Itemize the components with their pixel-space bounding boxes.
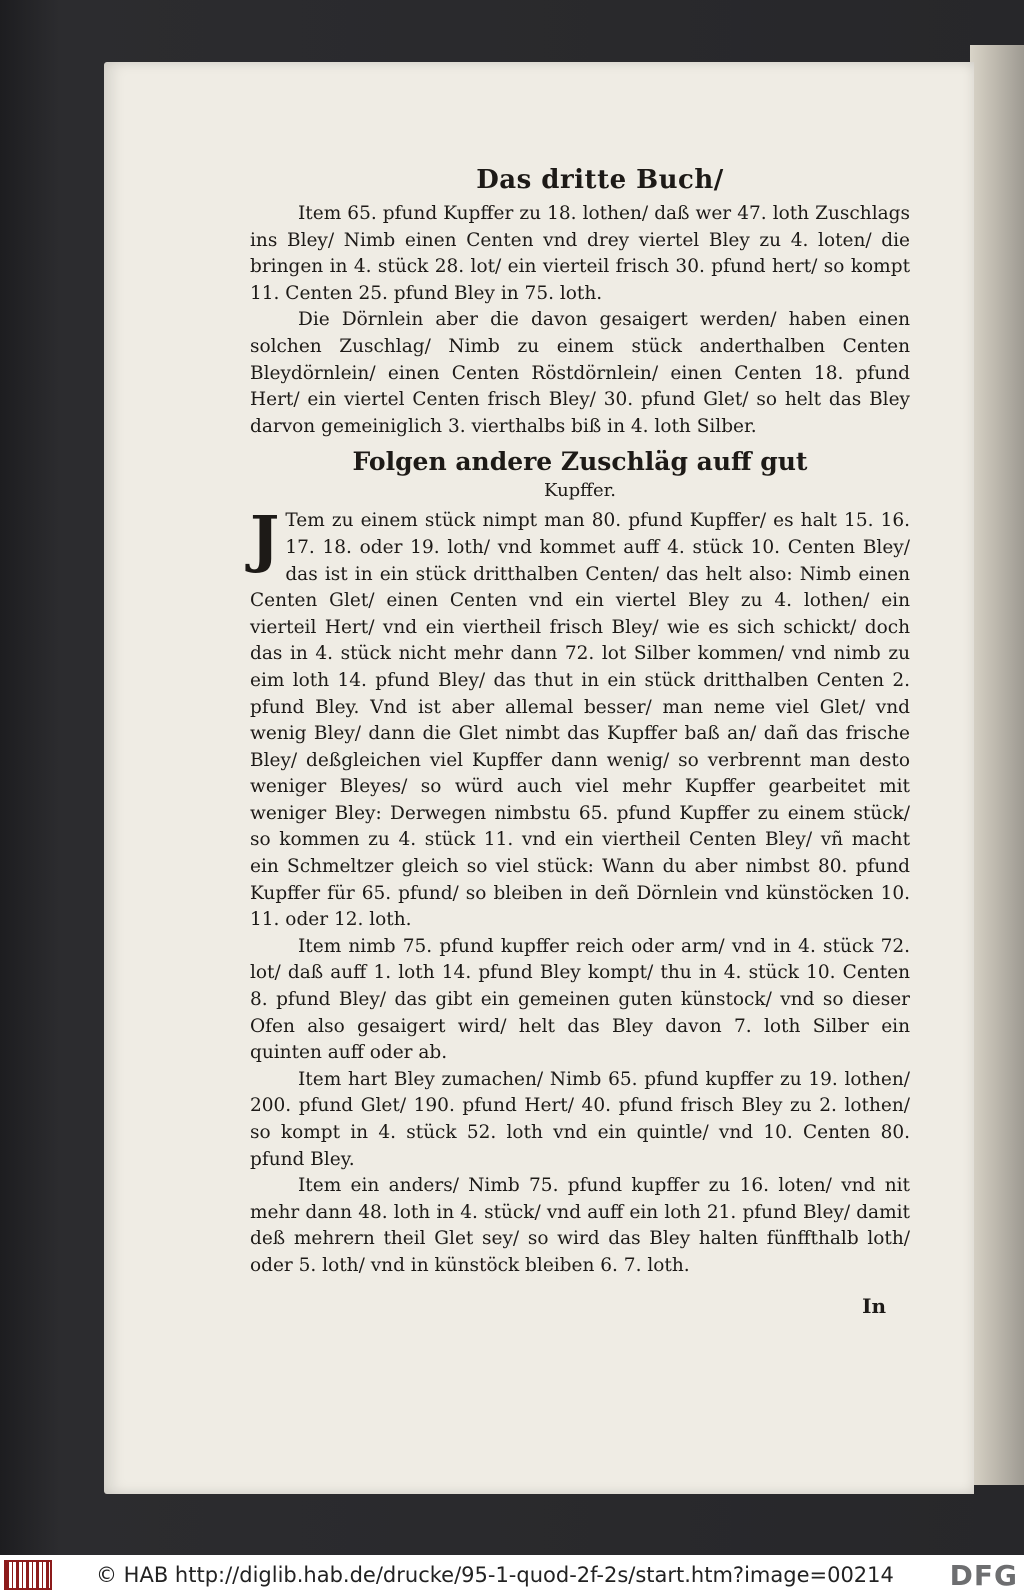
footer-bar <box>0 1555 1024 1595</box>
paragraph-4: Item nimb 75. pfund kupffer reich oder arm/ vnd in 4. stück 72. lot/ daß auff 1. loth 14. pfund Bley kompt/ thu in 4. stück 10. Centen 8. pfund Bley/ das gibt ein gemeinen guten künstock/ vnd so dieser Ofen also gesaigert wird/ helt das Bley davon 7. loth Silber ein quinten auff oder ab. <box>250 935 910 1064</box>
paragraph-5: Item hart Bley zumachen/ Nimb 65. pfund kupffer zu 19. lothen/ 200. pfund Glet/ 190. pfund Hert/ 40. pfund frisch Bley zu 2. lothen/ so kompt in 4. stück 52. loth vnd ein quintle/ vnd 10. Centen 80. pfund Bley. <box>250 1068 910 1170</box>
drop-capital: J <box>250 502 280 576</box>
section-title: Folgen andere Zuschläg auff gut <box>352 447 808 477</box>
section-subtitle: Kupffer. <box>544 480 616 502</box>
running-head: Das dritte Buch/ <box>476 165 724 195</box>
library-barcode-icon <box>4 1560 52 1590</box>
paragraph-3 <box>250 502 910 934</box>
catchword: In <box>862 1293 886 1318</box>
source-url[interactable]: © HAB http://diglib.hab.de/drucke/95-1-quod-2f-2s/start.htm?image=00214 <box>96 1563 894 1587</box>
page-text <box>250 165 910 1318</box>
book-edge <box>970 45 1024 1485</box>
paragraph-6: Item ein anders/ Nimb 75. pfund kupffer zu 16. loten/ vnd nit mehr dann 48. loth in 4. stück/ vnd auff ein loth 21. pfund Bley/ damit deß mehrern theil Glet sey/ so wird das Bley halten fünffthalb loth/ oder 5. loth/ vnd in künstöck bleiben 6. 7. loth. <box>250 1175 910 1276</box>
paragraph-1: Item 65. pfund Kupffer zu 18. lothen/ daß wer 47. loth Zuschlags ins Bley/ Nimb einen Centen vnd drey viertel Bley zu 4. loten/ die bringen in 4. stück 28. lot/ ein vierteil frisch 30. pfund hert/ so kompt 11. Centen 25. pfund Bley in 75. loth. <box>250 203 910 304</box>
paragraph-3-text: Tem zu einem stück nimpt man 80. pfund Kupffer/ es halt 15. 16. 17. 18. oder 19. loth/ vnd kommet auff 4. stück 10. Centen Bley/ das ist in ein stück dritthalben Centen/ das helt also: Nimb einen Centen Glet/ einen Centen vnd ein viertel Bley zu 4. lothen/ ein vierteil Hert/ vnd ein viertheil frisch Bley/ wie es sich schickt/ doch das in 4. stück nicht mehr dann 72. lot Silber kommen/ vnd nimb zu eim loth 14. pfund Bley/ das thut in ein stück dritthalben Centen 2. pfund Bley. Vnd ist aber allemal besser/ man neme viel Glet/ vnd wenig Bley/ dann die Glet nimbt das Kupffer baß an/ dañ das frische Bley/ deßgleichen viel Kupffer dann wenig/ so verbrennt man desto weniger Bleyes/ so würd auch viel mehr Kupffer gearbeitet mit weniger Bley: Derwegen nimbstu 65. pfund Kupffer zu einem stück/ so kommen zu 4. stück 11. vnd ein viertheil Centen Bley/ vñ macht ein Schmeltzer gleich so viel stück: Wann du aber nimbst 80. pfund Kupffer für 65. pfund/ so bleiben in deñ Dörnlein vnd künstöcken 10. 11. oder 12. loth. <box>250 510 910 931</box>
dfg-logo: DFG <box>949 1559 1018 1592</box>
paragraph-2: Die Dörnlein aber die davon gesaigert werden/ haben einen solchen Zuschlag/ Nimb zu einem stück anderthalben Centen Bleydörnlein/ einen Centen Röstdörnlein/ einen Centen 18. pfund Hert/ ein viertel Centen frisch Bley/ 30. pfund Glet/ so helt das Bley darvon gemeiniglich 3. vierthalbs biß in 4. loth Silber. <box>250 309 910 437</box>
